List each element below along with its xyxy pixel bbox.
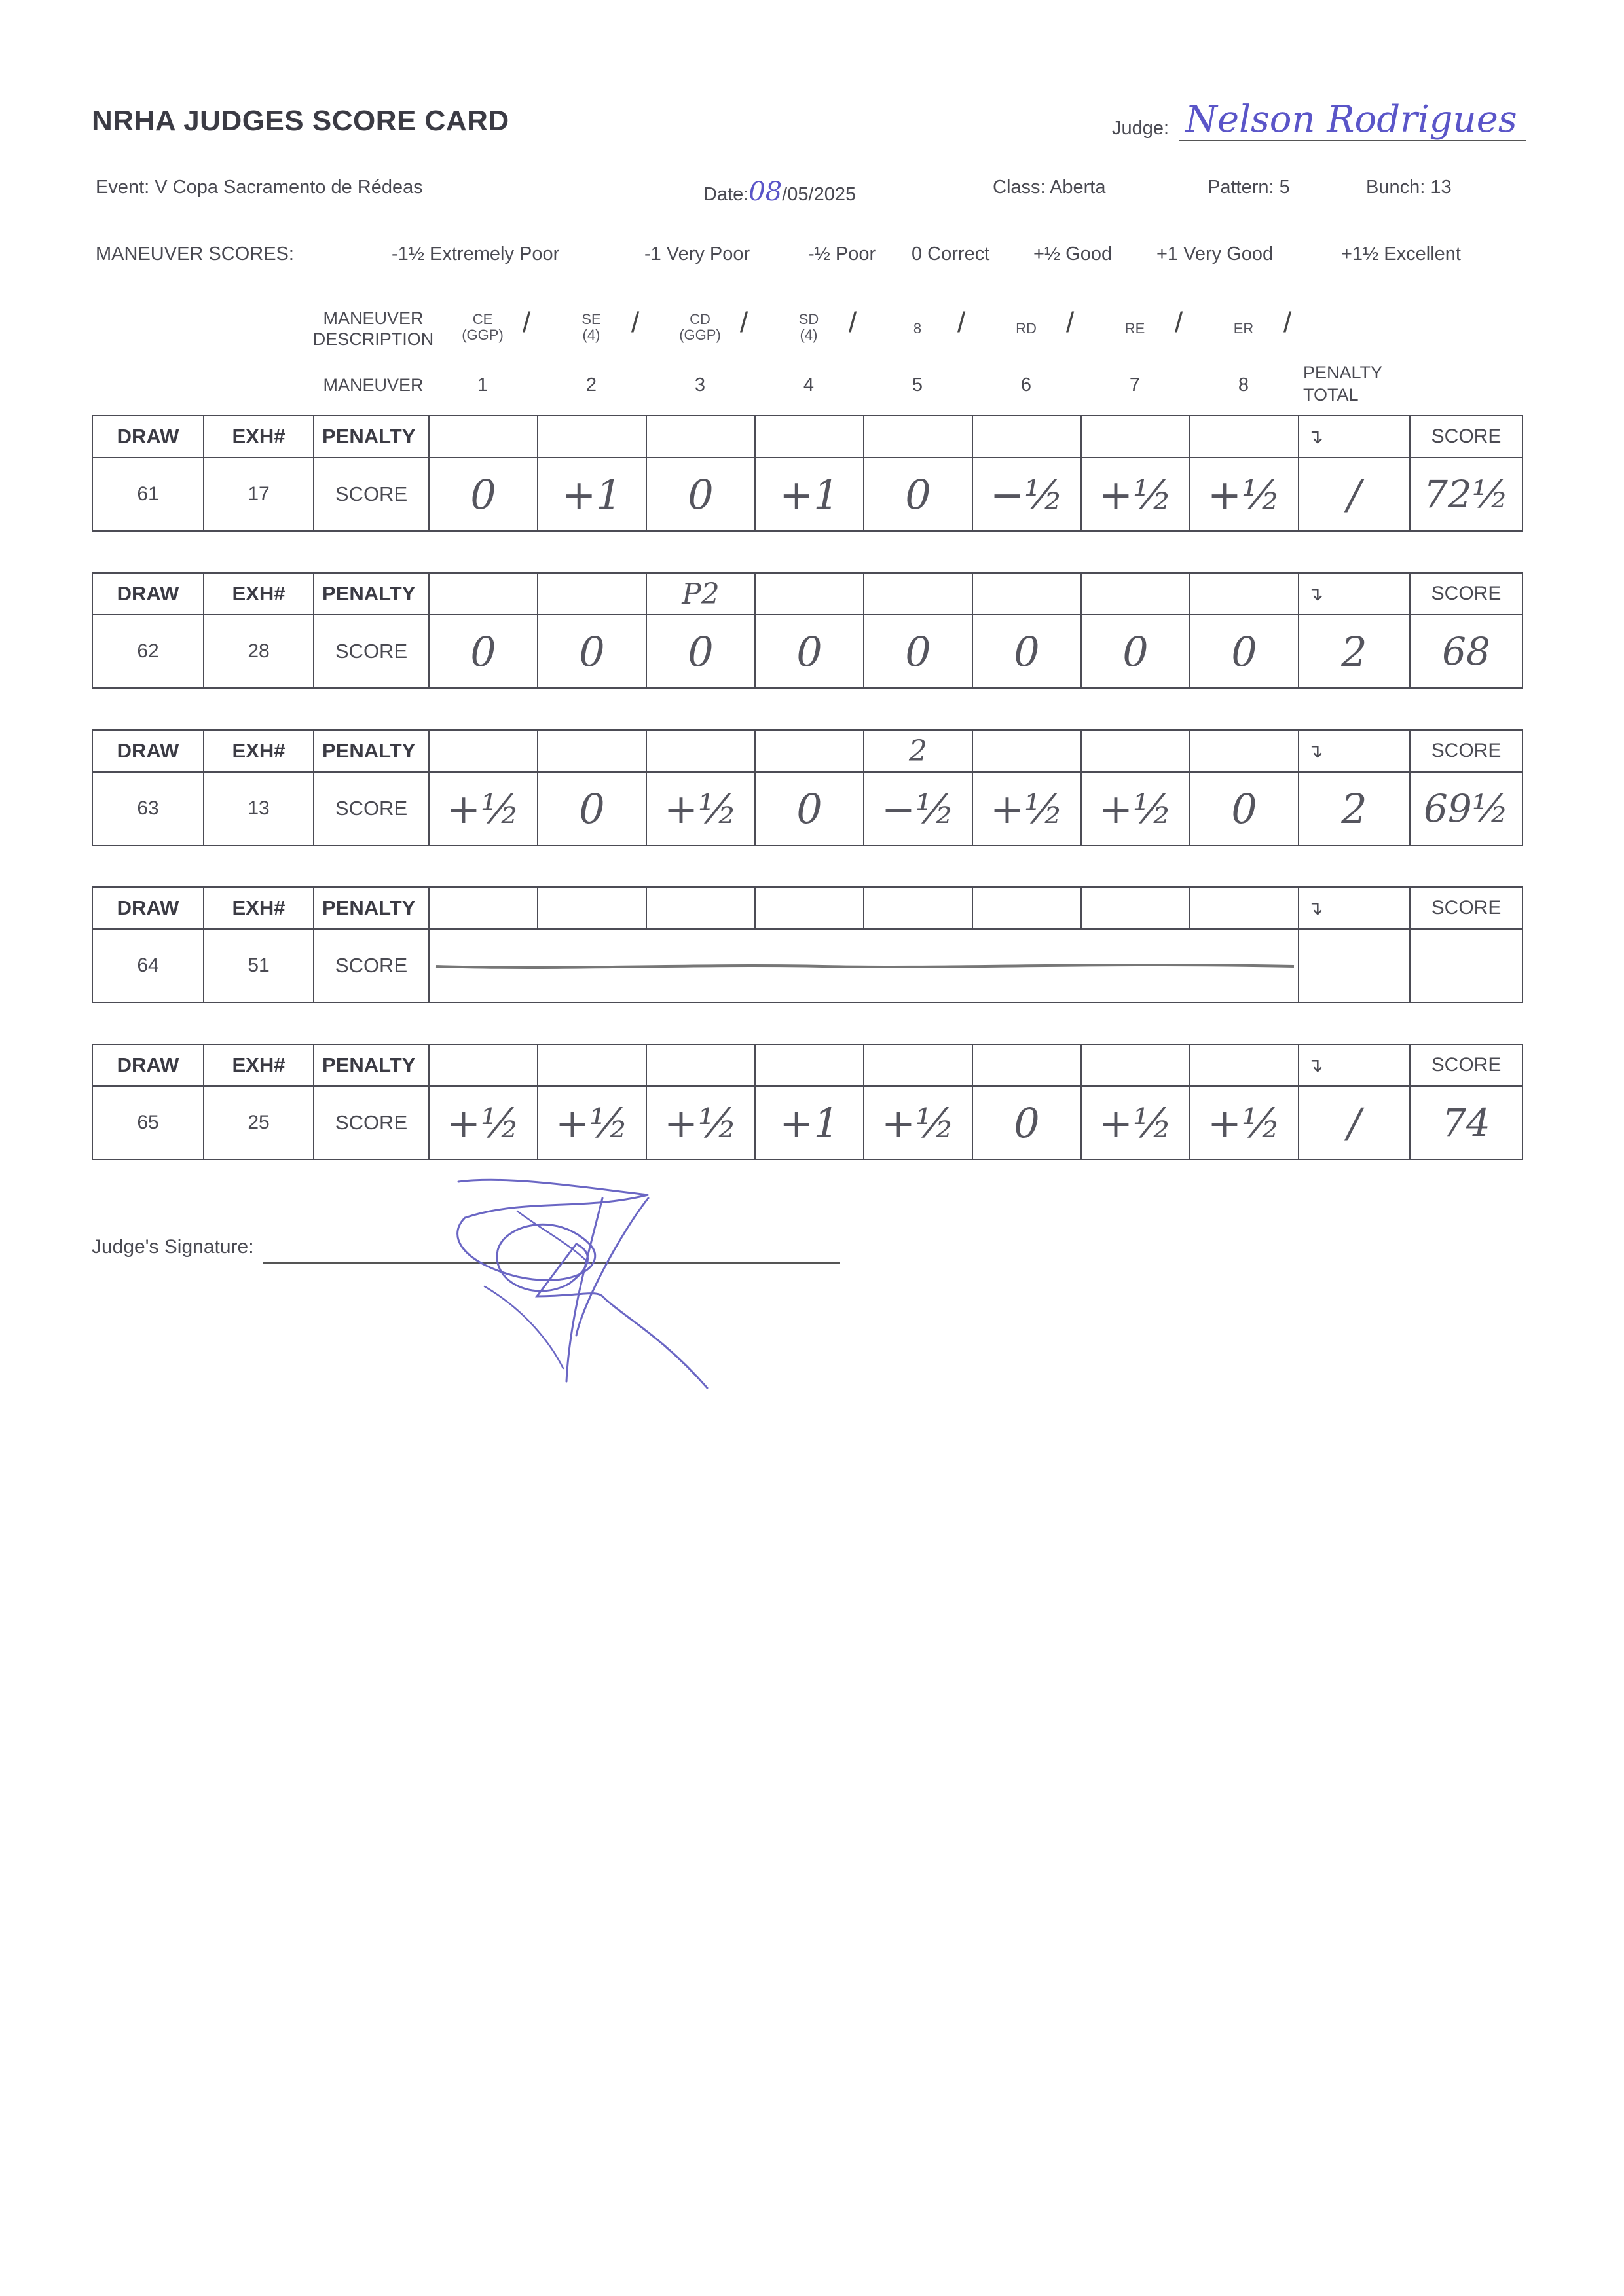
maneuver-score-cell: 0: [755, 615, 864, 688]
penalty-cell: [755, 730, 864, 772]
arrow-icon: ↴: [1307, 897, 1324, 919]
scale-item: +1½ Excellent: [1341, 244, 1461, 264]
maneuver-abbr: [1080, 321, 1189, 337]
maneuver-score-cell: 0: [864, 458, 972, 531]
penalty-cell: 2: [864, 730, 972, 772]
penalty-total-arrow-cell: [1299, 573, 1410, 615]
total-score-value: 72½: [1410, 458, 1522, 531]
maneuver-score-cell: +½: [1081, 1086, 1190, 1159]
score-row-label: SCORE: [314, 1086, 429, 1159]
penalty-cell: [1190, 573, 1299, 615]
exh-value: 28: [204, 615, 314, 688]
pattern-label: Pattern: 5: [1208, 177, 1290, 198]
penalty-cell: [429, 887, 538, 929]
exh-value: 17: [204, 458, 314, 531]
maneuver-abbr-text: CD: [690, 311, 710, 327]
penalty-cell: [1190, 887, 1299, 929]
penalty-total-arrow-cell: [1299, 1044, 1410, 1086]
maneuver-divider-slash: /: [1066, 306, 1075, 338]
judge-underline: [1179, 140, 1526, 141]
maneuver-score-cell: 0: [429, 615, 538, 688]
event-label: Event: V Copa Sacramento de Rédeas: [96, 177, 423, 198]
maneuver-abbr-text: SE: [581, 311, 601, 327]
penalty-cell: [972, 573, 1081, 615]
maneuver-score-cell: +1: [538, 458, 646, 531]
exh-value: 13: [204, 772, 314, 845]
maneuver-score-cell: +½: [429, 772, 538, 845]
penalty-total-arrow-cell: [1299, 730, 1410, 772]
exh-value: 51: [204, 929, 314, 1002]
score-row-label: SCORE: [314, 615, 429, 688]
maneuver-abbr: [972, 321, 1080, 337]
judge-signature: [426, 1172, 727, 1401]
penalty-cell: [1081, 887, 1190, 929]
penalty-cell: [755, 1044, 864, 1086]
total-score-value: 74: [1410, 1086, 1522, 1159]
draw-header: DRAW: [92, 1044, 204, 1086]
penalty-cell: [1190, 416, 1299, 458]
penalty-cell: [755, 573, 864, 615]
maneuver-score-cell: +½: [429, 1086, 538, 1159]
penalty-cell: [1081, 573, 1190, 615]
maneuver-number: 8: [1238, 374, 1249, 395]
total-score-value: [1410, 929, 1522, 1002]
penalty-total-arrow-cell: [1299, 416, 1410, 458]
score-header: SCORE: [1410, 730, 1522, 772]
penalty-total-value: [1299, 929, 1410, 1002]
penalty-cell: [864, 416, 972, 458]
penalty-cell: [972, 416, 1081, 458]
scale-item: +½ Good: [1033, 244, 1113, 264]
penalty-cell: [538, 573, 646, 615]
maneuver-abbr-text: RE: [1124, 320, 1145, 337]
penalty-cell: [1081, 1044, 1190, 1086]
penalty-cell: [1081, 416, 1190, 458]
maneuver-abbr: [754, 312, 863, 343]
exh-header: EXH#: [204, 416, 314, 458]
penalty-total-value: 2: [1299, 772, 1410, 845]
maneuver-score-cell: 0: [646, 458, 755, 531]
penalty-cell: [972, 887, 1081, 929]
maneuver-abbr-text: RD: [1016, 320, 1037, 337]
maneuver-score-cell: +1: [755, 458, 864, 531]
maneuver-score-cell: +½: [1081, 458, 1190, 531]
maneuver-number: 1: [477, 374, 489, 395]
maneuver-divider-slash: /: [631, 306, 640, 338]
penalty-cell: [538, 416, 646, 458]
bunch-label: Bunch: 13: [1366, 177, 1452, 198]
maneuver-abbr: [428, 312, 537, 343]
penalty-cell: [646, 416, 755, 458]
signature-stroke: [458, 1180, 707, 1388]
maneuver-score-cell: +½: [1190, 458, 1299, 531]
maneuver-score-cell: 0: [1190, 615, 1299, 688]
arrow-icon: ↴: [1307, 583, 1324, 605]
scratch-line: [430, 952, 1299, 978]
exh-header: EXH#: [204, 887, 314, 929]
exh-header: EXH#: [204, 1044, 314, 1086]
penalty-cell: [755, 416, 864, 458]
maneuver-score-cell: +½: [1190, 1086, 1299, 1159]
exh-value: 25: [204, 1086, 314, 1159]
scratch-line-cell: [429, 929, 1299, 1002]
penalty-total-value: /: [1299, 1086, 1410, 1159]
judge-label: Judge:: [1112, 118, 1170, 139]
judge-name: Nelson Rodrigues: [1185, 98, 1517, 141]
maneuver-sub-text: (4): [800, 327, 818, 343]
date-rest: /05/2025: [782, 184, 857, 205]
maneuver-score-cell: +½: [864, 1086, 972, 1159]
penalty-cell: [429, 573, 538, 615]
penalty-cell: [538, 730, 646, 772]
penalty-cell: [1190, 730, 1299, 772]
penalty-label: PENALTY: [314, 730, 429, 772]
draw-header: DRAW: [92, 416, 204, 458]
maneuver-score-cell: +½: [538, 1086, 646, 1159]
scale-item: -1½ Extremely Poor: [392, 244, 560, 264]
maneuver-score-cell: 0: [538, 615, 646, 688]
maneuver-number: 5: [912, 374, 923, 395]
penalty-label: PENALTY: [314, 887, 429, 929]
date-label: [703, 177, 856, 207]
penalty-total-arrow-cell: [1299, 887, 1410, 929]
score-row-label: SCORE: [314, 458, 429, 531]
scale-item: 0 Correct: [912, 244, 990, 264]
maneuver-number: 6: [1020, 374, 1032, 395]
scale-item: +1 Very Good: [1156, 244, 1274, 264]
scale-label: MANEUVER SCORES:: [96, 244, 294, 264]
maneuver-sub-text: (4): [582, 327, 600, 343]
draw-value: 61: [92, 458, 204, 531]
penalty-total-value: /: [1299, 458, 1410, 531]
penalty-cell: [646, 730, 755, 772]
penalty-cell: [1190, 1044, 1299, 1086]
maneuver-abbr-text: ER: [1233, 320, 1254, 337]
maneuver-score-cell: 0: [429, 458, 538, 531]
signature-stroke: [566, 1198, 648, 1381]
penalty-total-label: PENALTY TOTAL: [1303, 363, 1383, 405]
penalty-cell: [429, 730, 538, 772]
penalty-cell: [429, 1044, 538, 1086]
score-header: SCORE: [1410, 416, 1522, 458]
maneuver-sub-text: (GGP): [679, 327, 721, 343]
score-header: SCORE: [1410, 573, 1522, 615]
maneuver-abbr: [1189, 321, 1298, 337]
maneuver-score-cell: 0: [646, 615, 755, 688]
penalty-cell: [972, 730, 1081, 772]
penalty-label: PENALTY: [314, 416, 429, 458]
score-table: [92, 572, 1523, 689]
maneuver-abbr-text: CE: [472, 311, 493, 327]
penalty-label: PENALTY: [314, 573, 429, 615]
score-header: SCORE: [1410, 887, 1522, 929]
penalty-cell: [864, 573, 972, 615]
penalty-cell: [646, 887, 755, 929]
maneuver-score-cell: +½: [972, 772, 1081, 845]
maneuver-abbr-text: 8: [913, 320, 922, 337]
signature-stroke: [485, 1211, 589, 1368]
penalty-label: PENALTY: [314, 1044, 429, 1086]
maneuver-score-cell: −½: [972, 458, 1081, 531]
penalty-cell: [538, 887, 646, 929]
maneuver-abbr: [537, 312, 646, 343]
maneuver-score-cell: +½: [646, 1086, 755, 1159]
draw-value: 63: [92, 772, 204, 845]
maneuver-number: 7: [1129, 374, 1141, 395]
draw-value: 62: [92, 615, 204, 688]
maneuver-score-cell: +½: [646, 772, 755, 845]
maneuver-score-cell: 0: [755, 772, 864, 845]
total-score-value: 68: [1410, 615, 1522, 688]
maneuver-divider-slash: /: [957, 306, 966, 338]
maneuver-divider-slash: /: [523, 306, 531, 338]
penalty-cell: [538, 1044, 646, 1086]
maneuver-divider-slash: /: [1283, 306, 1292, 338]
exh-header: EXH#: [204, 730, 314, 772]
arrow-icon: ↴: [1307, 426, 1324, 448]
penalty-cell: [972, 1044, 1081, 1086]
score-table: [92, 415, 1523, 532]
penalty-cell: [755, 887, 864, 929]
maneuver-abbr: [646, 312, 754, 343]
maneuver-score-cell: 0: [972, 1086, 1081, 1159]
maneuver-description-label: MANEUVER DESCRIPTION: [312, 308, 434, 349]
score-row-label: SCORE: [314, 772, 429, 845]
score-header: SCORE: [1410, 1044, 1522, 1086]
score-table: [92, 886, 1523, 1003]
maneuver-abbr: [863, 321, 972, 337]
penalty-cell: [864, 887, 972, 929]
arrow-icon: ↴: [1307, 1054, 1324, 1076]
maneuver-score-cell: 0: [538, 772, 646, 845]
card-title: NRHA JUDGES SCORE CARD: [92, 105, 509, 137]
arrow-icon: ↴: [1307, 740, 1324, 762]
scale-item: -1 Very Poor: [644, 244, 750, 264]
date-day: 08: [748, 177, 783, 207]
scale-item: -½ Poor: [808, 244, 876, 264]
maneuver-divider-slash: /: [740, 306, 748, 338]
maneuver-score-cell: 0: [1081, 615, 1190, 688]
maneuver-score-cell: 0: [864, 615, 972, 688]
maneuver-score-cell: −½: [864, 772, 972, 845]
penalty-cell: P2: [646, 573, 755, 615]
score-row-label: SCORE: [314, 929, 429, 1002]
draw-value: 64: [92, 929, 204, 1002]
draw-header: DRAW: [92, 573, 204, 615]
maneuver-score-cell: 0: [1190, 772, 1299, 845]
maneuver-number: 2: [585, 374, 597, 395]
maneuver-score-cell: 0: [972, 615, 1081, 688]
maneuver-sub-text: (GGP): [462, 327, 504, 343]
maneuver-abbr-text: SD: [798, 311, 819, 327]
maneuver-number: 4: [803, 374, 815, 395]
maneuver-divider-slash: /: [849, 306, 857, 338]
penalty-total-value: 2: [1299, 615, 1410, 688]
maneuver-number-label: MANEUVER: [323, 375, 424, 395]
maneuver-score-cell: +1: [755, 1086, 864, 1159]
penalty-cell: [864, 1044, 972, 1086]
maneuver-number: 3: [694, 374, 706, 395]
penalty-cell: [1081, 730, 1190, 772]
date-prefix: Date:: [703, 184, 749, 205]
exh-header: EXH#: [204, 573, 314, 615]
draw-header: DRAW: [92, 887, 204, 929]
signature-label: Judge's Signature:: [92, 1236, 254, 1258]
draw-value: 65: [92, 1086, 204, 1159]
penalty-cell: [646, 1044, 755, 1086]
maneuver-score-cell: +½: [1081, 772, 1190, 845]
penalty-cell: [429, 416, 538, 458]
scratch-stroke: [436, 965, 1294, 968]
class-label: Class: Aberta: [993, 177, 1106, 198]
score-table: [92, 729, 1523, 846]
score-table: [92, 1044, 1523, 1160]
maneuver-divider-slash: /: [1175, 306, 1183, 338]
draw-header: DRAW: [92, 730, 204, 772]
total-score-value: 69½: [1410, 772, 1522, 845]
